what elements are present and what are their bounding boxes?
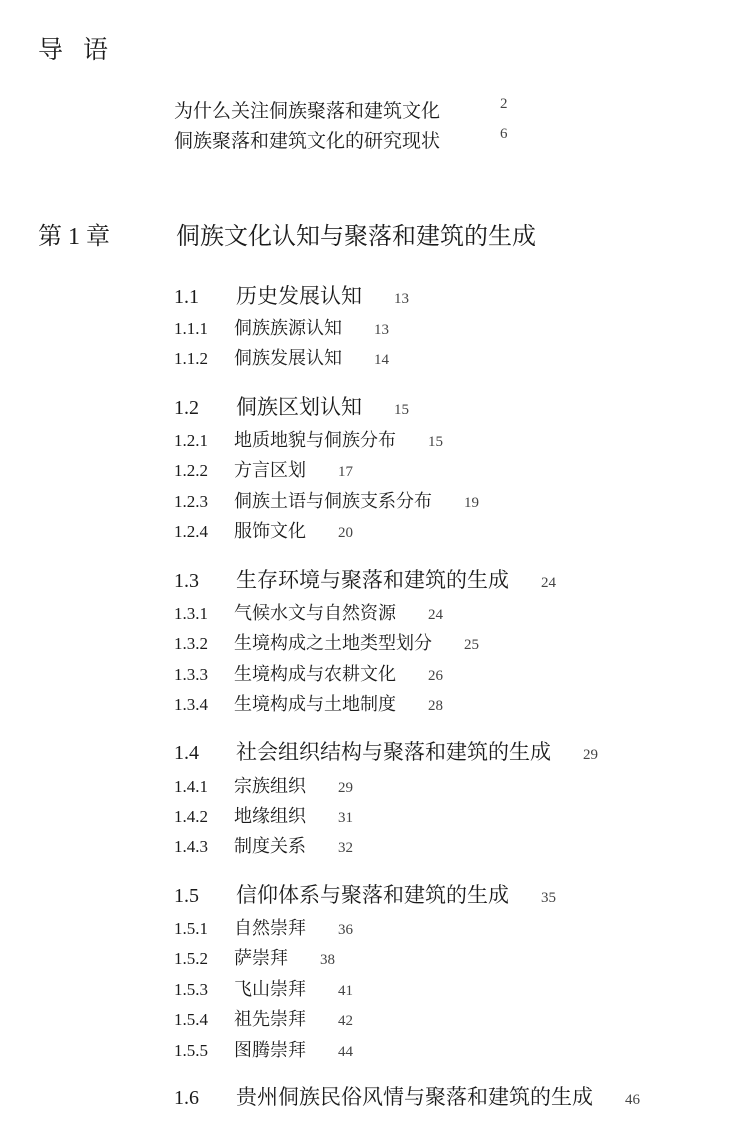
toc-subsection-1-3-1[interactable] (174, 599, 443, 625)
toc-subsection-1-5-2[interactable] (174, 944, 335, 970)
section-number: 1.2 (174, 397, 199, 419)
subsection-number: 1.5.5 (174, 1041, 208, 1060)
toc-subsection-1-4-2[interactable] (174, 802, 353, 828)
subsection-page: 25 (464, 637, 479, 653)
toc-section-1-3[interactable] (174, 564, 556, 594)
subsection-page: 44 (338, 1044, 353, 1060)
subsection-title: 生境构成之土地类型划分 (234, 633, 432, 654)
subsection-page: 24 (428, 607, 443, 623)
toc-subsection-1-5-4[interactable] (174, 1005, 353, 1031)
subsection-page: 42 (338, 1013, 353, 1029)
toc-subsection-1-3-4[interactable] (174, 690, 443, 716)
subsection-title: 地缘组织 (234, 806, 306, 827)
subsection-number: 1.2.1 (174, 431, 208, 450)
toc-entry-intro-2[interactable] (174, 126, 534, 153)
subsection-title: 生境构成与农耕文化 (234, 664, 396, 685)
toc-subsection-1-2-1[interactable] (174, 426, 443, 452)
subsection-number: 1.4.2 (174, 807, 208, 826)
subsection-title: 制度关系 (234, 836, 306, 857)
toc-entry-title: 侗族聚落和建筑文化的研究现状 (174, 130, 441, 152)
toc-subsection-1-2-2[interactable] (174, 456, 353, 482)
toc-subsection-1-1-2[interactable] (174, 344, 389, 370)
subsection-number: 1.5.3 (174, 980, 208, 999)
subsection-page: 15 (428, 434, 443, 450)
section-page: 29 (583, 747, 598, 763)
subsection-page: 29 (338, 780, 353, 796)
subsection-page: 36 (338, 922, 353, 938)
section-number: 1.4 (174, 742, 199, 764)
subsection-title: 自然崇拜 (234, 918, 306, 939)
subsection-title: 侗族土语与侗族支系分布 (234, 491, 432, 512)
toc-subsection-1-5-5[interactable] (174, 1036, 353, 1062)
section-title: 生存环境与聚落和建筑的生成 (236, 568, 509, 592)
subsection-number: 1.3.2 (174, 634, 208, 653)
chapter-number: 第 1 章 (38, 224, 110, 250)
subsection-title: 地质地貌与侗族分布 (234, 430, 396, 451)
subsection-number: 1.4.3 (174, 837, 208, 856)
subsection-number: 1.3.4 (174, 695, 208, 714)
toc-subsection-1-3-3[interactable] (174, 660, 443, 686)
subsection-page: 41 (338, 983, 353, 999)
subsection-number: 1.3.3 (174, 665, 208, 684)
toc-subsection-1-2-3[interactable] (174, 487, 479, 513)
section-page: 15 (394, 402, 409, 418)
section-title: 贵州侗族民俗风情与聚落和建筑的生成 (236, 1085, 593, 1109)
toc-section-1-2[interactable] (174, 391, 409, 421)
section-number: 1.1 (174, 286, 199, 308)
toc-subsection-1-5-1[interactable] (174, 914, 353, 940)
subsection-page: 26 (428, 668, 443, 684)
toc-subsection-1-1-1[interactable] (174, 314, 389, 340)
section-title: 侗族区划认知 (236, 395, 362, 419)
subsection-title: 生境构成与土地制度 (234, 694, 396, 715)
section-page: 13 (394, 291, 409, 307)
toc-section-1-6[interactable] (174, 1081, 640, 1111)
subsection-number: 1.2.4 (174, 522, 208, 541)
toc-entry-page: 2 (500, 96, 508, 112)
chapter-title: 侗族文化认知与聚落和建筑的生成 (176, 222, 536, 250)
toc-subsection-1-4-3[interactable] (174, 832, 353, 858)
section-page: 24 (541, 575, 556, 591)
toc-subsection-1-3-2[interactable] (174, 629, 479, 655)
toc-subsection-1-2-4[interactable] (174, 517, 353, 543)
subsection-title: 侗族发展认知 (234, 348, 342, 369)
subsection-number: 1.2.3 (174, 492, 208, 511)
section-title: 社会组织结构与聚落和建筑的生成 (236, 740, 551, 764)
subsection-page: 31 (338, 810, 353, 826)
subsection-number: 1.1.1 (174, 319, 208, 338)
subsection-page: 38 (320, 952, 335, 968)
section-number: 1.5 (174, 885, 199, 907)
toc-section-1-5[interactable] (174, 879, 556, 909)
toc-section-1-1[interactable] (174, 280, 409, 310)
subsection-page: 13 (374, 322, 389, 338)
subsection-title: 气候水文与自然资源 (234, 603, 396, 624)
section-page: 46 (625, 1092, 640, 1108)
toc-section-1-4[interactable] (174, 736, 598, 766)
toc-entry-page: 6 (500, 126, 508, 142)
subsection-page: 20 (338, 525, 353, 541)
chapter-1-heading[interactable] (38, 216, 638, 250)
subsection-title: 服饰文化 (234, 521, 306, 542)
subsection-page: 17 (338, 464, 353, 480)
toc-subsection-1-4-1[interactable] (174, 772, 353, 798)
subsection-title: 侗族族源认知 (234, 318, 342, 339)
subsection-title: 祖先崇拜 (234, 1009, 306, 1030)
subsection-number: 1.5.2 (174, 949, 208, 968)
subsection-number: 1.3.1 (174, 604, 208, 623)
subsection-title: 宗族组织 (234, 776, 306, 797)
section-number: 1.6 (174, 1087, 199, 1109)
section-title: 历史发展认知 (236, 284, 362, 308)
subsection-title: 飞山崇拜 (234, 979, 306, 1000)
subsection-page: 19 (464, 495, 479, 511)
section-page: 35 (541, 890, 556, 906)
subsection-number: 1.5.4 (174, 1010, 208, 1029)
toc-entry-intro-1[interactable] (174, 96, 534, 123)
subsection-page: 32 (338, 840, 353, 856)
section-title: 信仰体系与聚落和建筑的生成 (236, 883, 509, 907)
toc-subsection-1-5-3[interactable] (174, 975, 353, 1001)
subsection-number: 1.4.1 (174, 777, 208, 796)
subsection-number: 1.2.2 (174, 461, 208, 480)
subsection-page: 14 (374, 352, 389, 368)
subsection-title: 方言区划 (234, 460, 306, 481)
subsection-number: 1.1.2 (174, 349, 208, 368)
intro-heading: 导 语 (38, 35, 114, 64)
toc-entry-title: 为什么关注侗族聚落和建筑文化 (174, 100, 441, 122)
section-number: 1.3 (174, 570, 199, 592)
subsection-page: 28 (428, 698, 443, 714)
subsection-number: 1.5.1 (174, 919, 208, 938)
subsection-title: 图腾崇拜 (234, 1040, 306, 1061)
subsection-title: 萨崇拜 (234, 948, 288, 969)
